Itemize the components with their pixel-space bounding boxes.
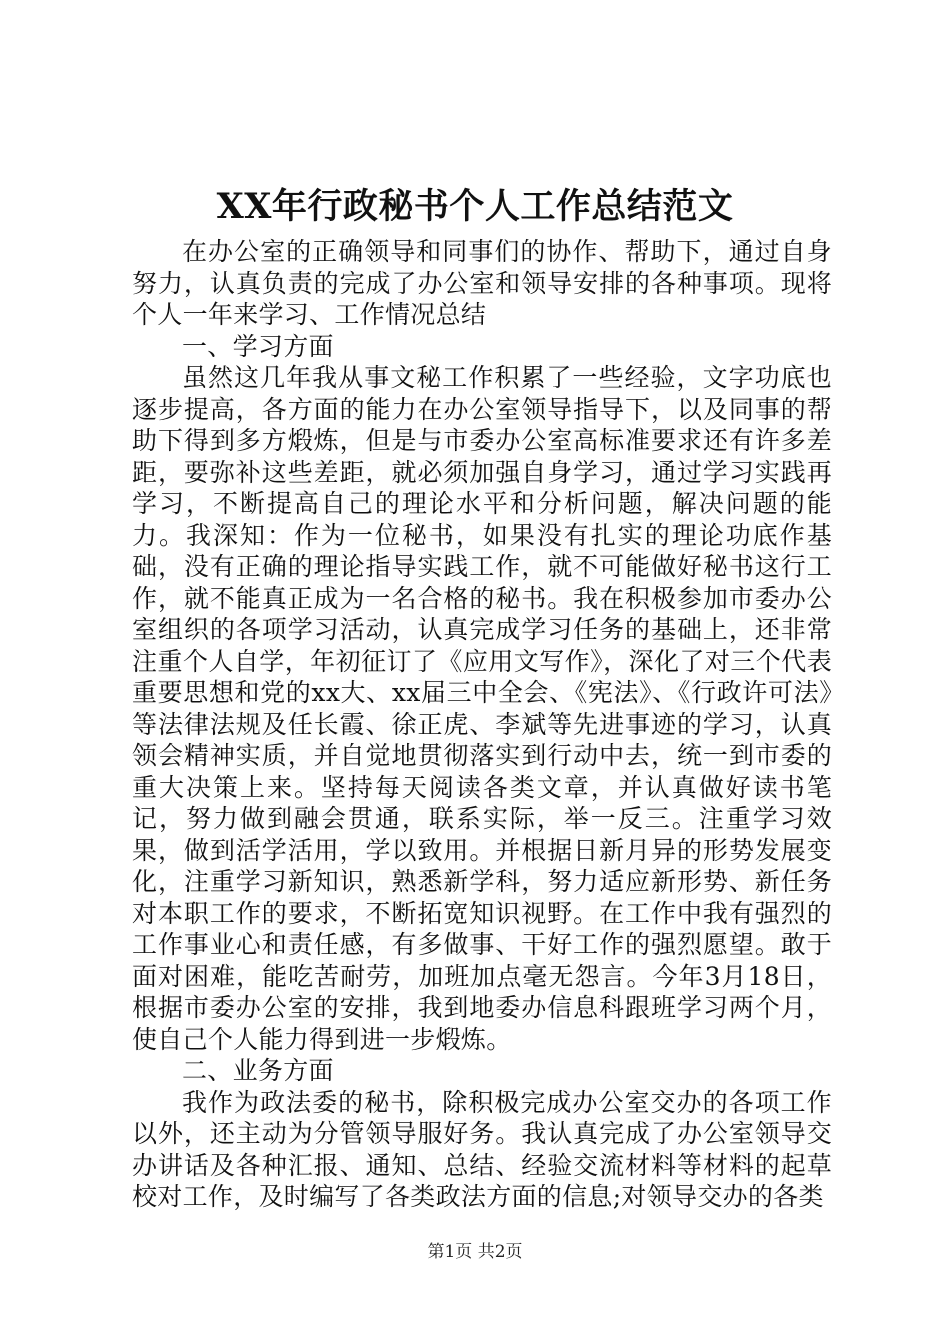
page-footer: 第1页 共2页 [427, 1242, 523, 1262]
business-paragraph: 我作为政法委的秘书，除积极完成办公室交办的各项工作以外，还主动为分管领导服好务。我认真完成了办公室领导交办讲话及各种汇报、通知、总结、经验交流材料等材料的起草校对工作，及时编写了各类政法方面的信息;对领导交办的各类 [132, 1087, 832, 1211]
document-body [132, 236, 832, 1213]
section-heading-study: 一、学习方面 [182, 331, 334, 361]
intro-paragraph: 在办公室的正确领导和同事们的协作、帮助下，通过自身努力，认真负责的完成了办公室和领导安排的各种事项。现将个人一年来学习、工作情况总结 [132, 237, 832, 329]
study-paragraph: 虽然这几年我从事文秘工作积累了一些经验，文字功底也逐步提高，各方面的能力在办公室领导指导下，以及同事的帮助下得到多方煅炼，但是与市委办公室高标准要求还有许多差距，要弥补这些差距，就必须加强自身学习，通过学习实践再学习，不断提高自己的理论水平和分析问题，解决问题的能力。我深知：作为一位秘书，如果没有扎实的理论功底作基础，没有正确的理论指导实践工作，就不可能做好秘书这行工作，就不能真正成为一名合格的秘书。我在积极参加市委办公室组织的各项学习活动，认真完成学习任务的基础上，还非常注重个人自学，年初征订了《应用文写作》，深化了对三个代表重要思想和党的xx大、xx届三中全会、《宪法》、《行政许可法》等法律法规及任长霞、徐正虎、李斌等先进事迹的学习，认真领会精神实质，并自觉地贯彻落实到行动中去，统一到市委的重大决策上来。坚持每天阅读各类文章，并认真做好读书笔记，努力做到融会贯通，联系实际，举一反三。注重学习效果，做到活学活用，学以致用。并根据日新月异的形势发展变化，注重学习新知识，熟悉新学科，努力适应新形势、新任务对本职工作的要求，不断拓宽知识视野。在工作中我有强烈的工作事业心和责任感，有多做事、干好工作的强烈愿望。敢于面对困难，能吃苦耐劳，加班加点毫无怨言。今年3月18日，根据市委办公室的安排，我到地委办信息科跟班学习两个月，使自己个人能力得到进一步煅炼。 [132, 363, 832, 1054]
document-title: XX年行政秘书个人工作总结范文 [216, 186, 734, 227]
section-heading-business: 二、业务方面 [182, 1056, 334, 1085]
